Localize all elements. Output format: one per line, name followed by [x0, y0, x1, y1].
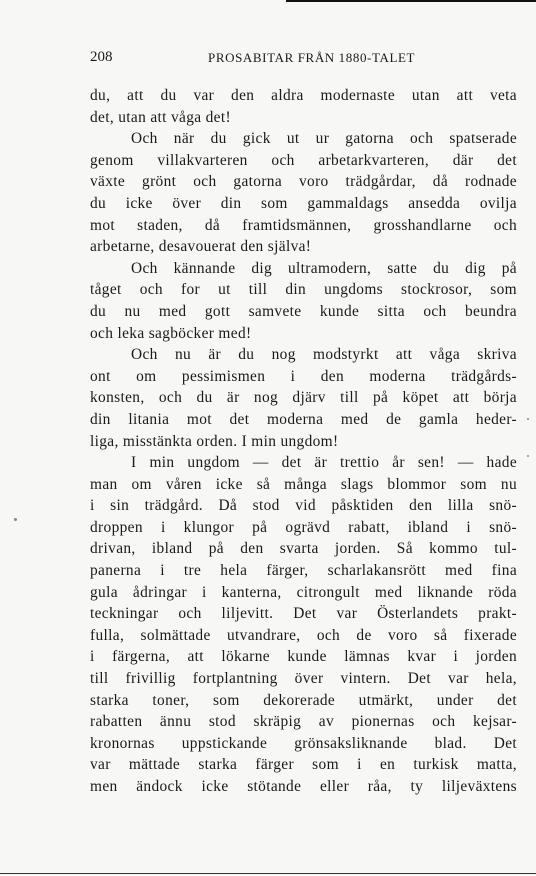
- text-line: Och nu är du nog modstyrkt att våga skriva: [131, 346, 517, 364]
- text-line: växte grönt och gatorna voro trädgårdar, då rodnade: [90, 173, 517, 191]
- text-line: man om våren icke så många slags blommor som nu: [90, 475, 517, 493]
- text-line: droppen i klungor på ogrävd rabatt, ibland i snö-: [90, 518, 517, 536]
- scan-speck: [527, 455, 529, 457]
- text-line: Och kännande dig ultramodern, satte du dig på: [131, 259, 517, 277]
- text-line: drivan, ibland på den svarta jorden. Så kommo tul-: [90, 540, 517, 558]
- text-line: I min ungdom — det är trettio år sen! — hade: [131, 454, 517, 472]
- text-line: panerna i tre hela färger, scharlakansrött med fina: [90, 562, 517, 580]
- text-line: ont om pessimismen i den moderna trädgårds-: [90, 367, 517, 385]
- text-line: Och när du gick ut ur gatorna och spatserade: [131, 130, 517, 148]
- text-line: konsten, och du är nog djärv till på köpet att börja: [90, 389, 517, 407]
- text-line: kronornas uppstickande grönsaksliknande blad. Det: [90, 734, 517, 752]
- text-line: starka toner, som dekorerade utmärkt, under det: [90, 691, 517, 709]
- text-line: var mättade starka färger som i en turkisk matta,: [90, 756, 517, 774]
- text-line: tåget och for ut till din ungdoms stockrosor, som: [90, 281, 517, 299]
- text-line: din litania mot det moderna med de gamla heder-: [90, 410, 517, 428]
- text-line: till frivillig fortplantning över vintern. Det var hela,: [90, 670, 517, 688]
- text-line: du icke över din som gammaldags ansedda ovilja: [90, 194, 517, 212]
- text-line: i sin trädgård. Då stod vid påsktiden den lilla snö-: [90, 497, 517, 515]
- text-line: du, att du var den aldra modernaste utan att veta: [90, 87, 517, 104]
- text-line: du nu med gott samvete kunde sitta och beundra: [90, 302, 517, 320]
- scan-edge-bottom: [0, 873, 536, 874]
- text-line: genom villakvarteren och arbetarkvarteren, där det: [90, 151, 517, 169]
- running-title: PROSABITAR FRÅN 1880-TALET: [208, 50, 416, 65]
- text-line: arbetarne, desavouerat den själva!: [90, 238, 312, 256]
- text-line: men ändock icke stötande eller råa, ty liljeväxtens: [90, 778, 517, 795]
- text-line: liga, misstänkta orden. I min ungdom!: [90, 432, 339, 450]
- scan-speck: [527, 418, 529, 420]
- scan-speck: [14, 518, 17, 521]
- text-line: teckningar och liljevitt. Det var Österlandets prakt-: [90, 605, 517, 623]
- text-line: och leka sagböcker med!: [90, 324, 252, 342]
- text-line: mot staden, då framtidsmännen, grosshandlarne och: [90, 216, 517, 234]
- scan-edge-top: [286, 0, 536, 2]
- page-header: [90, 49, 517, 69]
- text-line: fulla, solmättade utvandrare, och de voro så fixerade: [90, 626, 517, 644]
- text-line: det, utan att våga det!: [90, 108, 231, 126]
- page-number: 208: [90, 49, 113, 65]
- body-text: [90, 85, 517, 798]
- text-line: gula ådringar i kanterna, citrongult med liknande röda: [90, 583, 517, 601]
- text-line: i färgerna, att lökarne kunde lämnas kvar i jorden: [90, 648, 517, 666]
- text-line: rabatten ännu stod skräpig av pionernas och kejsar-: [90, 713, 517, 731]
